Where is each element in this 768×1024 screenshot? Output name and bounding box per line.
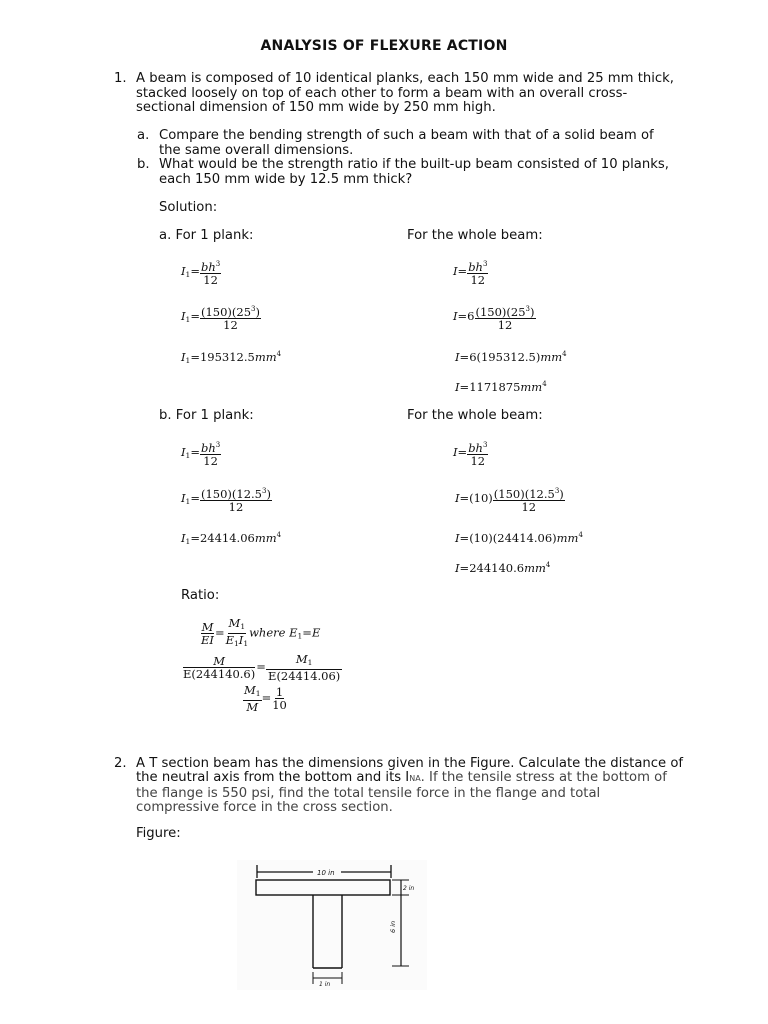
eq-ratio-3: $\frac{M_1}{M}$ = $\frac{1}{10}$ — [244, 683, 287, 714]
eq-ratio-where: where E — [249, 625, 298, 640]
eq-b-whole-result: $I=244140.6mm^4$ — [455, 561, 551, 575]
q1a-text: Compare the bending strength of such a beam with that of a solid beam of the same overall dimensions. — [159, 128, 654, 158]
q1-number: 1. — [114, 71, 127, 86]
eq-a-plank-value: 195312.5 — [199, 350, 255, 364]
eq-b-plank-num: (150)(12.5 — [200, 487, 262, 501]
eq-ratio-2: $\frac{M}{E(244140.6)}$ = $\frac{M_1}{E(24414.06)}$ — [182, 653, 342, 682]
eq-b-plank-formula: $I_1=$ $\frac{bh^3}{12}$ — [181, 441, 221, 468]
q1-text: A beam is composed of 10 identical planks, each 150 mm wide and 25 mm thick, stacked loosely on top of each other to form a beam with an overall cross-sectional dimension of 150 mm wide by 250 mm high. — [136, 71, 674, 115]
eq-a-whole-mult-value: 6(195312.5) — [469, 350, 541, 364]
eq-ratio-den-right: E(24414.06) — [268, 669, 341, 683]
eq-a-whole-formula: I= $\frac{bh^3}{12}$ — [453, 260, 488, 287]
q2-text-part2: . If the tensile stress at the bottom of the flange is 550 psi, find the total tensile force in the flange and total compressive force in the cross section. — [136, 770, 667, 815]
dim-flange-thk: 2 in — [403, 885, 415, 892]
q2-number: 2. — [114, 756, 127, 771]
eq-b-whole-formula: I= $\frac{bh^3}{12}$ — [453, 441, 488, 468]
eq-ratio-den-left: E(244140.6) — [183, 667, 256, 681]
part-a-whole-heading: For the whole beam: — [407, 228, 543, 243]
t-section-figure — [237, 860, 427, 990]
eq-b-whole-mult-value: (10)(24414.06) — [469, 531, 557, 545]
part-b-plank-heading: b. For 1 plank: — [159, 408, 254, 423]
eq-a-plank-num: (150)(25 — [200, 305, 252, 319]
q1b-label: b. — [137, 157, 150, 172]
eq-b-whole-value: 244140.6 — [469, 561, 525, 575]
eq-a-whole-result: $I=1171875mm^4$ — [455, 380, 547, 394]
q1b-text: What would be the strength ratio if the built-up beam consisted of 10 planks, each 150 mm wide by 12.5 mm thick? — [159, 157, 669, 187]
ratio-label: Ratio: — [181, 588, 220, 603]
t-section-drawing — [237, 860, 427, 990]
part-b-whole-heading: For the whole beam: — [407, 408, 543, 423]
dim-flange-width: 10 in — [317, 869, 335, 877]
eq-b-plank-result: $I_1=24414.06mm^4$ — [181, 531, 282, 546]
q2-text — [136, 757, 684, 815]
q2-text-sub: NA — [409, 774, 421, 784]
eq-ratio-1: $\frac{M}{EI}$ = $\frac{M_1}{E_1I_1}$ where $E_1=E$ — [201, 616, 321, 648]
q1a-label: a. — [137, 128, 150, 143]
eq-b-whole-mult: $I=(10)(24414.06)mm^4$ — [455, 531, 583, 545]
solution-label: Solution: — [159, 200, 218, 215]
eq-a-plank-sub: $I_1=$ $\frac{(150)(25^3)}{12}$ — [181, 305, 260, 332]
dim-web-width: 1 in — [319, 981, 331, 988]
page-title: ANALYSIS OF FLEXURE ACTION — [260, 38, 508, 54]
q2-text-part1: A T section beam has the dimensions given in the Figure. Calculate the distance of the neutral axis from the bottom and its I — [136, 756, 684, 786]
eq-b-plank-value: 24414.06 — [199, 531, 255, 545]
eq-a-plank-result: $I_1=195312.5mm^4$ — [181, 350, 282, 365]
eq-ratio-final-den: 10 — [272, 698, 287, 712]
eq-b-whole-sub: I=(10) $\frac{(150)(12.5^3)}{12}$ — [455, 487, 564, 514]
eq-b-plank-sub: $I_1=$ $\frac{(150)(12.5^3)}{12}$ — [181, 487, 271, 514]
eq-a-whole-mult: $I=6(195312.5)mm^4$ — [455, 350, 567, 364]
eq-a-whole-value: 1171875 — [469, 380, 521, 394]
part-a-plank-heading: a. For 1 plank: — [159, 228, 254, 243]
eq-a-plank-formula: $I_1=$ $\frac{bh^3}{12}$ — [181, 260, 221, 287]
dim-web-height: 6 in — [389, 920, 397, 933]
figure-label: Figure: — [136, 826, 181, 841]
eq-a-whole-sub: I=6 $\frac{(150)(25^3)}{12}$ — [453, 305, 535, 332]
